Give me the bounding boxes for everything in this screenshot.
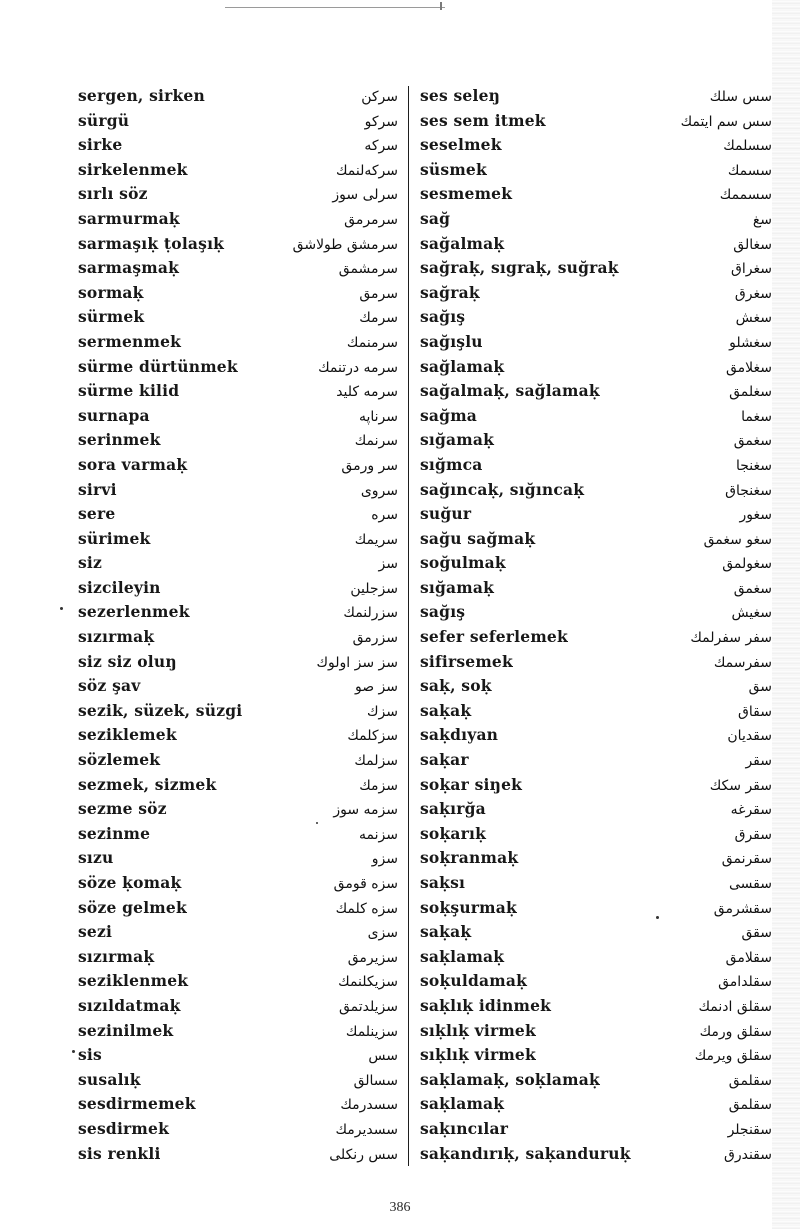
dictionary-entry [420,256,772,281]
dictionary-entry [78,896,398,921]
entry-transliteration: sürmek [78,307,145,327]
entry-arabic-script: سره [371,507,398,524]
entry-transliteration: sezik, süzek, süzgi [78,700,243,720]
entry-arabic-script: سغشلو [729,334,772,351]
entry-transliteration: saḳlamaḳ [420,946,505,966]
dictionary-entry [420,723,772,748]
entry-arabic-script: سزرمق [352,630,398,647]
dictionary-entry [420,84,772,109]
dictionary-entry [420,1117,772,1142]
entry-transliteration: siz [78,553,103,573]
entry-transliteration: sis renkli [78,1143,161,1163]
entry-arabic-script: سزمه سوز [333,802,398,819]
dictionary-entry [78,920,398,945]
scan-top-rule [225,7,445,8]
dictionary-entry [78,158,398,183]
dictionary-entry [78,846,398,871]
dictionary-entry [420,699,772,724]
dictionary-entry [420,428,772,453]
entry-arabic-script: سقاق [738,703,772,720]
entry-arabic-script: سرمشق طولاشق [292,236,398,253]
dictionary-entry [78,1142,398,1167]
dictionary-entry [420,773,772,798]
entry-arabic-script: سقلامق [725,949,772,966]
dictionary-entry [78,109,398,134]
dictionary-entry [78,207,398,232]
entry-transliteration: söz şav [78,676,141,696]
entry-transliteration: sezinme [78,823,151,843]
dictionary-entry [420,1092,772,1117]
entry-arabic-script: سغنجا [735,457,772,474]
entry-arabic-script: سقرق [734,826,772,843]
dictionary-entry [78,232,398,257]
dictionary-entry [78,379,398,404]
dictionary-entry [420,576,772,601]
entry-transliteration: sağış [420,602,466,622]
entry-transliteration: ses sem itmek [420,110,546,130]
entry-arabic-script: سزو [371,851,398,868]
entry-arabic-script: سغور [739,507,772,524]
dictionary-entry [78,1117,398,1142]
entry-arabic-script: سزمك [359,777,398,794]
dictionary-entry [78,1092,398,1117]
entry-transliteration: sağ [420,208,451,228]
entry-arabic-script: سقلق ادنمك [698,998,772,1015]
entry-transliteration: serinmek [78,430,161,450]
dictionary-entry [420,133,772,158]
dictionary-entry [420,969,772,994]
entry-transliteration: sirkelenmek [78,159,188,179]
page-number: 386 [389,1200,411,1215]
entry-arabic-script: سقلق ویرمك [694,1048,772,1065]
dictionary-entry [78,281,398,306]
dictionary-entry [420,379,772,404]
entry-arabic-script: سرلی سوز [332,187,398,204]
entry-transliteration: sızu [78,848,114,868]
entry-transliteration: saḳar [420,750,469,770]
dictionary-entry [420,207,772,232]
dictionary-entry [78,650,398,675]
entry-arabic-script: سقلدامق [718,974,772,991]
entry-transliteration: süsmek [420,159,487,179]
dictionary-entry [78,871,398,896]
scan-right-edge [772,0,800,1229]
entry-transliteration: saḳsı [420,873,466,892]
entry-transliteration: sesdirmek [78,1118,170,1138]
entry-transliteration: sığamaḳ [420,430,495,450]
entry-arabic-script: سرمق [359,285,398,302]
entry-arabic-script: سس رنكلی [329,1146,398,1163]
scan-top-mark [440,2,442,10]
dictionary-entry [420,232,772,257]
dictionary-entry [78,305,398,330]
entry-arabic-script: سقشرمق [713,900,772,917]
entry-arabic-script: سزجلین [350,580,398,597]
entry-transliteration: saḳıncılar [420,1118,509,1138]
entry-transliteration: sürgü [78,110,130,130]
entry-arabic-script: سفر سفرلمك [690,630,772,647]
entry-transliteration: saḳlamaḳ, soḳlamaḳ [420,1069,600,1089]
ink-speck [60,607,63,610]
entry-transliteration: sürme dürtünmek [78,356,238,376]
entry-transliteration: saḳlıḳ idinmek [420,995,552,1015]
entry-arabic-script: سرناپه [358,408,398,425]
dictionary-entry [420,945,772,970]
dictionary-entry [420,158,772,183]
dictionary-entry [420,871,772,896]
entry-arabic-script: سقسی [729,876,772,892]
dictionary-entry [420,748,772,773]
entry-arabic-script: سزینلمك [345,1023,398,1040]
entry-transliteration: sözlemek [78,750,161,770]
entry-transliteration: sağış [420,307,466,327]
right-column [420,84,772,1166]
entry-arabic-script: سغ [752,211,772,228]
entry-transliteration: saḳaḳ [420,700,472,720]
entry-transliteration: ses seleŋ [420,86,501,105]
dictionary-entry [420,896,772,921]
dictionary-entry [78,822,398,847]
entry-arabic-script: سزلمك [354,753,398,770]
entry-arabic-script: سرمشمق [338,261,398,278]
entry-arabic-script: سرکه [364,138,398,155]
entry-transliteration: sağalmaḳ [420,233,505,253]
entry-transliteration: sürimek [78,528,151,548]
entry-transliteration: sezmek, sizmek [78,774,217,794]
column-divider [408,86,409,1166]
entry-transliteration: sergen, sirken [78,86,205,105]
entry-arabic-script: سس سم ایتمك [680,113,772,130]
dictionary-entry [420,797,772,822]
entry-transliteration: sızırmaḳ [78,946,155,966]
entry-arabic-script: سرکن [361,89,398,105]
dictionary-entry [78,551,398,576]
dictionary-entry [420,1142,772,1167]
entry-transliteration: sarmaşmaḳ [78,258,180,278]
entry-transliteration: sezi [78,922,113,942]
entry-arabic-script: سسمك [727,162,772,179]
entry-arabic-script: سقندرق [723,1146,772,1163]
entry-transliteration: saḳlamaḳ [420,1094,505,1114]
entry-transliteration: seziklemek [78,725,177,745]
dictionary-entry [420,600,772,625]
dictionary-entry [78,330,398,355]
entry-transliteration: sere [78,504,116,524]
dictionary-entry [420,994,772,1019]
entry-arabic-script: سزیلدتمق [338,998,398,1015]
entry-arabic-script: سغلامق [725,359,772,376]
ink-speck [72,1050,75,1053]
entry-arabic-script: سز صو [354,679,398,696]
dictionary-entry [78,1068,398,1093]
dictionary-entry [78,576,398,601]
entry-transliteration: sezme söz [78,799,167,819]
dictionary-entry [78,133,398,158]
entry-arabic-script: سغلمق [729,384,772,401]
entry-transliteration: sağıncaḳ, sığıncaḳ [420,479,585,499]
entry-transliteration: suğur [420,504,472,524]
entry-transliteration: sezinilmek [78,1020,174,1040]
entry-arabic-script: سزیرمق [347,949,398,966]
entry-arabic-script: سغمق [733,580,772,597]
dictionary-entry [78,723,398,748]
entry-arabic-script: سسممك [719,187,772,204]
entry-arabic-script: سس سلك [709,89,772,105]
entry-transliteration: seziklenmek [78,971,189,991]
entry-arabic-script: سقلمق [728,1072,772,1089]
entry-arabic-script: سق [748,679,772,696]
entry-transliteration: sağışlu [420,331,483,351]
dictionary-entry [420,674,772,699]
entry-transliteration: sezerlenmek [78,602,190,622]
entry-arabic-script: سزرلنمك [343,605,398,622]
entry-arabic-script: سقلمق [728,1097,772,1114]
entry-arabic-script: سسدیرمك [335,1121,398,1138]
dictionary-entry [78,748,398,773]
entry-transliteration: sağlamaḳ [420,356,505,376]
entry-transliteration: saḳaḳ [420,922,472,942]
entry-transliteration: sermenmek [78,331,182,351]
entry-transliteration: soḳuldamaḳ [420,971,528,991]
dictionary-entry [420,551,772,576]
dictionary-entry [78,428,398,453]
entry-arabic-script: سقدیان [727,728,772,745]
entry-arabic-script: سزك [367,703,398,720]
left-column [78,84,398,1166]
entry-transliteration: söze ḳomaḳ [78,873,182,892]
entry-transliteration: sarmaşıḳ ṭolaşıḳ [78,233,225,253]
dictionary-entry [420,1019,772,1044]
dictionary-entry [420,404,772,429]
dictionary-entry [78,625,398,650]
dictionary-entry [420,182,772,207]
dictionary-entry [78,600,398,625]
dictionary-entry [78,404,398,429]
entry-arabic-script: سرمه کلید [336,384,398,401]
entry-transliteration: susalıḳ [78,1069,141,1089]
dictionary-entry [78,182,398,207]
entry-transliteration: sağalmaḳ, sağlamaḳ [420,381,600,401]
dictionary-entry [420,478,772,503]
entry-transliteration: saḳ, soḳ [420,676,492,696]
entry-arabic-script: سزه کلمك [335,900,398,917]
dictionary-entry [420,502,772,527]
entry-arabic-script: سزنمه [359,826,398,843]
dictionary-entry [78,1019,398,1044]
dictionary-entry [78,478,398,503]
entry-transliteration: saḳandırıḳ, saḳanduruḳ [420,1143,631,1163]
dictionary-entry [78,945,398,970]
entry-arabic-script: سقرنمق [721,851,772,868]
dictionary-entry [420,1043,772,1068]
dictionary-entry [78,453,398,478]
entry-transliteration: sesdirmemek [78,1094,196,1114]
entry-transliteration: sarmurmaḳ [78,208,180,228]
entry-arabic-script: سس [368,1048,398,1065]
entry-arabic-script: سقرغه [730,802,772,819]
dictionary-entry [420,625,772,650]
dictionary-entry [420,1068,772,1093]
dictionary-entry [420,822,772,847]
entry-arabic-script: سرکه‌لنمك [335,162,398,179]
entry-arabic-script: سسدرمك [340,1097,398,1114]
entry-transliteration: sığamaḳ [420,577,495,597]
entry-transliteration: sağu sağmaḳ [420,528,536,548]
entry-transliteration: sızırmaḳ [78,627,155,647]
dictionary-entry [420,650,772,675]
dictionary-entry [78,502,398,527]
entry-arabic-script: سر ورمق [341,457,398,474]
entry-arabic-script: سغو سغمق [703,531,772,548]
entry-arabic-script: سز [378,556,398,573]
dictionary-entry [78,1043,398,1068]
entry-transliteration: surnapa [78,405,150,425]
entry-arabic-script: سسالق [353,1072,398,1089]
entry-arabic-script: سقلق ورمك [699,1023,772,1040]
entry-transliteration: sağraḳ [420,282,480,302]
dictionary-entry [78,355,398,380]
dictionary-entry [420,330,772,355]
dictionary-entry [78,84,398,109]
entry-arabic-script: سقنجلر [727,1121,772,1138]
entry-arabic-script: سرکو [364,113,398,130]
entry-arabic-script: سروی [360,482,398,499]
dictionary-entry [420,305,772,330]
dictionary-entry [78,969,398,994]
entry-arabic-script: سفرسمك [713,654,772,671]
entry-transliteration: sıḳlıḳ virmek [420,1020,536,1040]
dictionary-entry [78,674,398,699]
entry-arabic-script: سقر سكك [709,777,772,794]
entry-arabic-script: سغرق [734,285,772,302]
ink-speck [656,916,659,919]
entry-transliteration: soḳranmaḳ [420,848,519,868]
entry-arabic-script: سزی [367,925,398,942]
entry-transliteration: sora varmaḳ [78,454,188,474]
entry-arabic-script: سزیكلنمك [338,974,398,991]
dictionary-entry [420,355,772,380]
entry-transliteration: soḳar siŋek [420,774,523,794]
entry-arabic-script: سقق [741,925,772,942]
entry-arabic-script: سرمنمك [346,334,398,351]
dictionary-entry [420,846,772,871]
entry-arabic-script: سقر [745,753,772,770]
entry-arabic-script: سرمرمق [344,211,398,228]
dictionary-entry [78,527,398,552]
entry-transliteration: sıḳlıḳ virmek [420,1045,536,1065]
entry-transliteration: sirke [78,135,123,155]
entry-arabic-script: سرمه درتنمك [318,359,398,376]
dictionary-entry [420,527,772,552]
entry-transliteration: sağma [420,405,478,425]
entry-transliteration: sığmca [420,454,483,474]
entry-transliteration: sis [78,1045,102,1065]
entry-transliteration: sırlı söz [78,184,148,204]
dictionary-entry [420,453,772,478]
entry-transliteration: soḳarıḳ [420,823,487,843]
entry-transliteration: söze gelmek [78,897,187,917]
entry-arabic-script: سزكلمك [347,728,398,745]
entry-arabic-script: سغیش [731,605,772,622]
entry-transliteration: sızıldatmaḳ [78,995,181,1015]
entry-transliteration: saḳırğa [420,799,486,819]
entry-transliteration: sefer seferlemek [420,627,568,647]
entry-arabic-script: سغنجاق [725,482,772,499]
entry-transliteration: sesmemek [420,184,513,204]
entry-transliteration: sirvi [78,479,117,499]
dictionary-entry [78,797,398,822]
entry-transliteration: soḳşurmaḳ [420,897,517,917]
entry-transliteration: soğulmaḳ [420,553,506,573]
entry-transliteration: sifirsemek [420,651,513,671]
dictionary-entry [78,773,398,798]
dictionary-entry [420,109,772,134]
dictionary-entry [420,281,772,306]
entry-arabic-script: سغمق [733,433,772,450]
dictionary-entry [420,920,772,945]
entry-arabic-script: سغما [741,408,772,425]
entry-arabic-script: سریمك [354,531,398,548]
dictionary-entry [78,994,398,1019]
entry-arabic-script: سرمك [359,310,398,327]
entry-transliteration: siz siz oluŋ [78,651,177,671]
entry-arabic-script: سغراق [731,261,772,278]
entry-arabic-script: سغولمق [722,556,772,573]
entry-arabic-script: سرنمك [354,433,398,450]
dictionary-entry [78,699,398,724]
entry-arabic-script: سغش [735,310,772,327]
entry-transliteration: saḳdıyan [420,725,499,745]
entry-transliteration: sormaḳ [78,282,144,302]
entry-arabic-script: سغالق [733,236,772,253]
ink-speck [316,822,318,824]
entry-transliteration: sürme kilid [78,381,180,401]
entry-transliteration: seselmek [420,135,502,155]
entry-arabic-script: سز سز اولوك [316,654,398,671]
entry-transliteration: sağraḳ, sıgraḳ, suğraḳ [420,258,619,278]
entry-arabic-script: سزه قومق [333,876,398,892]
entry-arabic-script: سسلمك [723,138,772,155]
entry-transliteration: sizcileyin [78,577,161,597]
dictionary-entry [78,256,398,281]
